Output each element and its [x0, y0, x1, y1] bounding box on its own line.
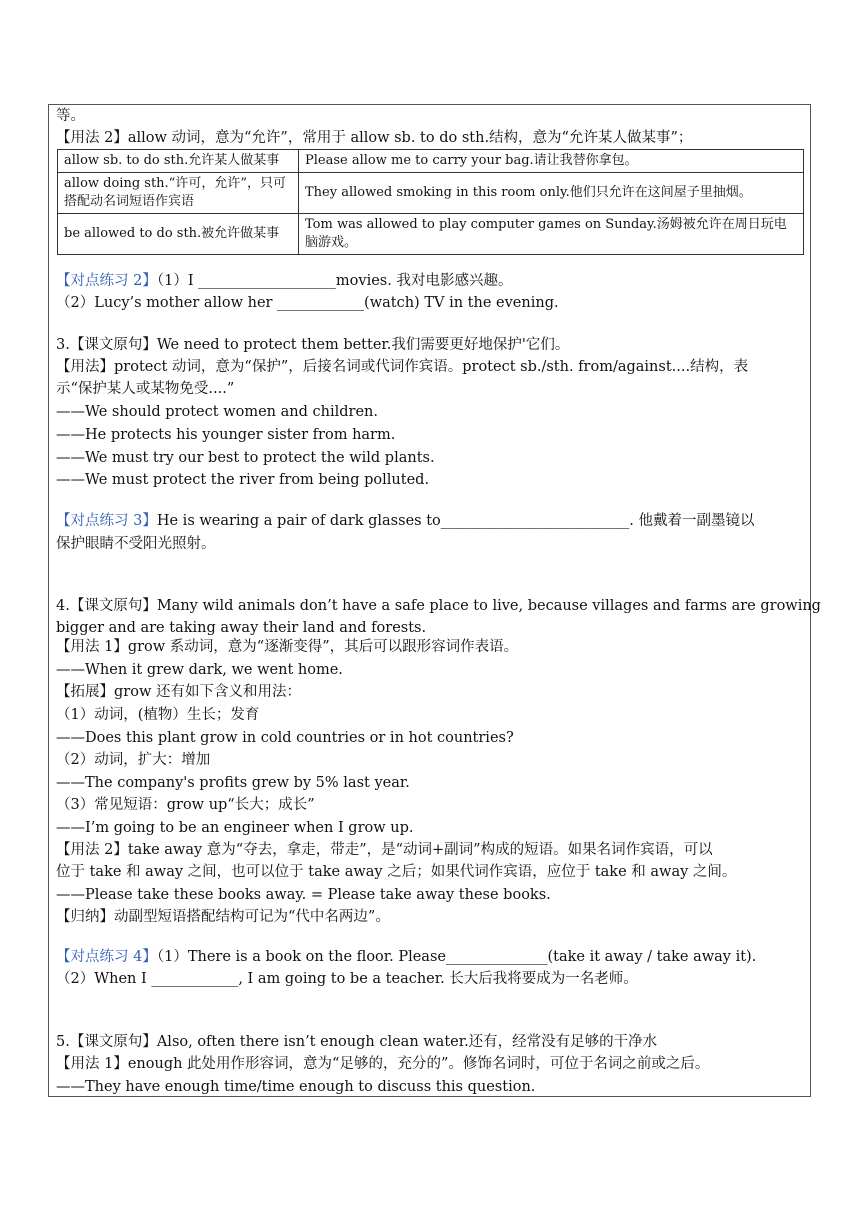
section-5-title: 5.【课文原句】Also, often there isn’t enough clean water.还有，经常没有足够的干净水 [56, 1034, 658, 1050]
section-4-title-cont: bigger and are taking away their land and forests. [56, 620, 427, 636]
extension-item: （1）动词，(植物）生长；发育 [56, 707, 260, 723]
table-cell: allow sb. to do sth.允许某人做某事 [58, 150, 299, 173]
practice-2-tag: 【对点练习 2】 [56, 273, 157, 289]
section-3-usage: 【用法】protect 动词，意为“保护”，后接名词或代词作宾语。protect sb./sth. from/against....结构，表 [56, 359, 749, 375]
practice-3-text: He is wearing a pair of dark glasses to__________________________. 他戴着一副墨镜以 [156, 513, 755, 529]
section-3-title: 3.【课文原句】We need to protect them better.我们需要更好地保护'它们。 [56, 337, 570, 353]
text-line: 等。 [56, 108, 85, 124]
practice-4-line-1 [56, 947, 756, 967]
example-line: ——I’m going to be an engineer when I grow up. [56, 820, 414, 836]
example-line: ——He protects his younger sister from harm. [56, 427, 396, 443]
practice-3-line-2: 保护眼睛不受阳光照射。 [56, 536, 216, 552]
table-cell: be allowed to do sth.被允许做某事 [58, 214, 299, 255]
table-row [58, 150, 804, 173]
practice-3-tag: 【对点练习 3】 [56, 513, 157, 529]
practice-2-item-1: （1）I ___________________movies. 我对电影感兴趣。 [156, 273, 513, 289]
allow-usage-table [57, 149, 804, 255]
table-cell: They allowed smoking in this room only.他们只允许在这间屋子里抽烟。 [299, 173, 804, 214]
practice-4-item-2: （2）When I ____________, I am going to be a teacher. 长大后我将要成为一名老师。 [56, 971, 638, 987]
example-line: ——We must try our best to protect the wild plants. [56, 450, 435, 466]
table-row [58, 214, 804, 255]
example-line: ——We must protect the river from being polluted. [56, 472, 430, 488]
example-line: ——When it grew dark, we went home. [56, 662, 343, 678]
section-4-usage-2: 【用法 2】take away 意为“夺去，拿走，带走”，是“动词+副词”构成的短语。如果名词作宾语，可以 [56, 842, 713, 858]
table-cell: allow doing sth.“许可，允许”，只可搭配动名词短语作宾语 [58, 173, 299, 214]
practice-4-item-1: （1）There is a book on the floor. Please______________(take it away / take away it). [156, 949, 757, 965]
example-line: ——We should protect women and children. [56, 404, 378, 420]
section-3-usage-cont: 示“保护某人或某物免受....” [56, 381, 235, 397]
table-row [58, 173, 804, 214]
practice-2-line-1 [56, 271, 512, 291]
table-cell: Tom was allowed to play computer games on Sunday.汤姆被允许在周日玩电脑游戏。 [299, 214, 804, 255]
example-line: ——Please take these books away. = Please take away these books. [56, 887, 551, 903]
example-line: ——They have enough time/time enough to discuss this question. [56, 1079, 536, 1095]
table-cell: Please allow me to carry your bag.请让我替你拿包。 [299, 150, 804, 173]
section-4-usage-2-cont: 位于 take 和 away 之间，也可以位于 take away 之后；如果代词作宾语，应位于 take 和 away 之间。 [56, 864, 737, 880]
usage-2-heading: 【用法 2】allow 动词，意为“允许”，常用于 allow sb. to do sth.结构，意为“允许某人做某事”； [56, 130, 693, 146]
practice-3-line-1 [56, 511, 754, 531]
section-4-summary: 【归纳】动副型短语搭配结构可记为“代中名两边”。 [56, 909, 390, 925]
section-4-usage-1: 【用法 1】grow 系动词，意为“逐渐变得”，其后可以跟形容词作表语。 [56, 639, 519, 655]
practice-4-tag: 【对点练习 4】 [56, 949, 157, 965]
section-4-title: 4.【课文原句】Many wild animals don’t have a safe place to live, because villages and farms are growing [56, 598, 821, 614]
section-5-usage-1: 【用法 1】enough 此处用作形容词，意为“足够的，充分的”。修饰名词时，可位于名词之前或之后。 [56, 1056, 710, 1072]
example-line: ——The company's profits grew by 5% last year. [56, 775, 410, 791]
extension-item: （3）常见短语：grow up“长大；成长” [56, 797, 315, 813]
extension-item: （2）动词，扩大：增加 [56, 752, 211, 768]
section-4-extension: 【拓展】grow 还有如下含义和用法： [56, 684, 301, 700]
example-line: ——Does this plant grow in cold countries or in hot countries? [56, 730, 514, 746]
practice-2-item-2: （2）Lucy’s mother allow her ____________(watch) TV in the evening. [56, 295, 559, 311]
